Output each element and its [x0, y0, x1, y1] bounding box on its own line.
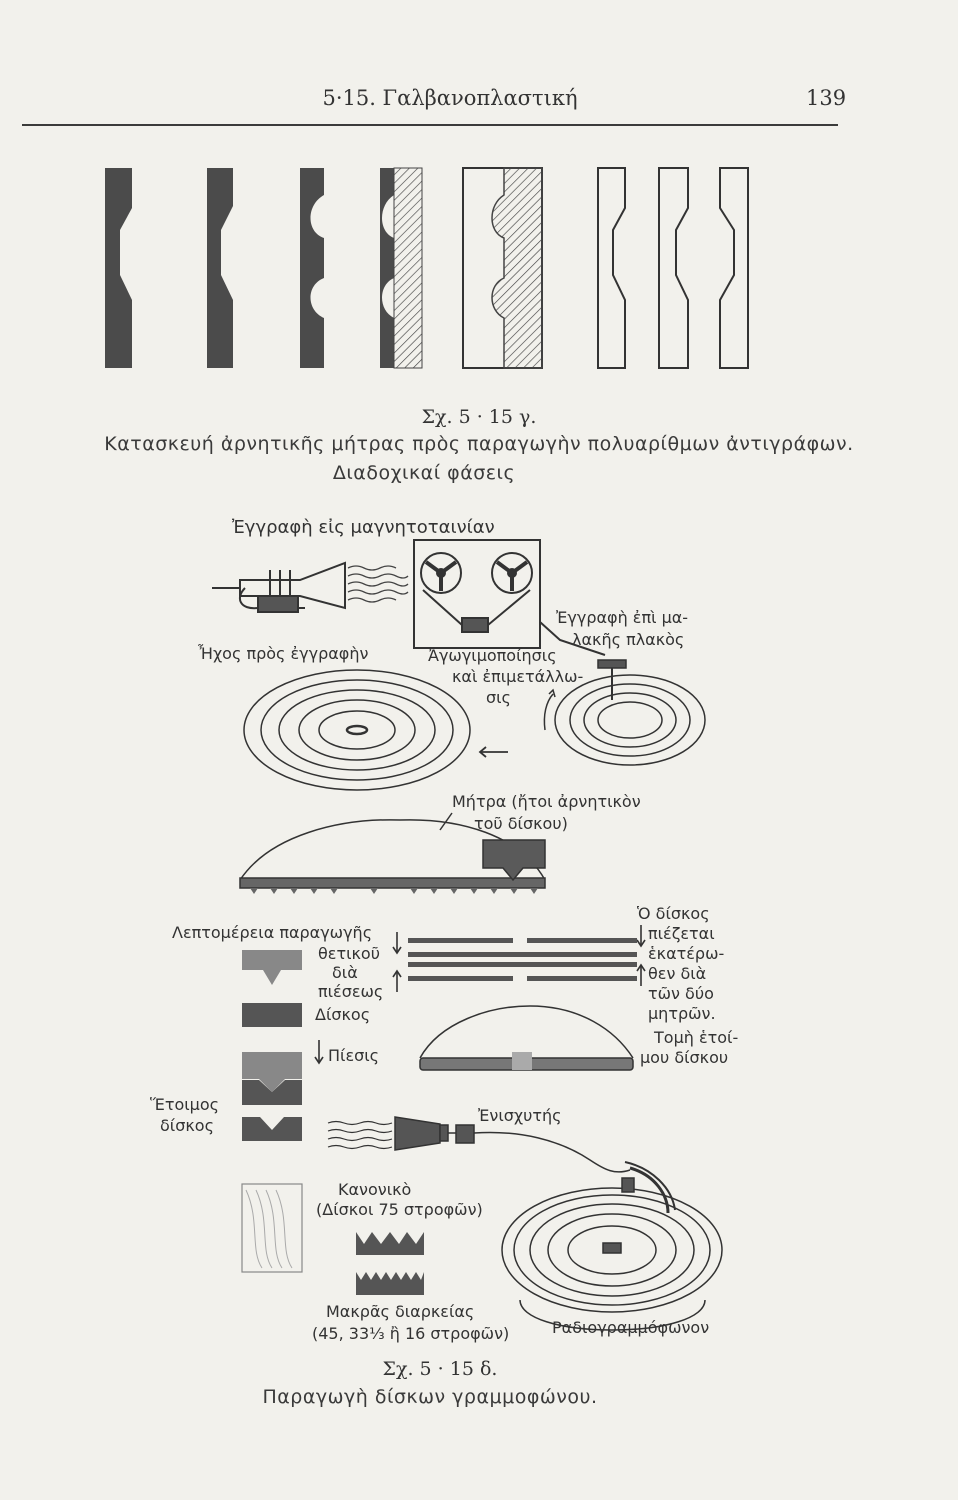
stage-2-bar [207, 168, 233, 368]
process-arrow [480, 747, 508, 757]
label-amplifier: Ἐνισχυτής [478, 1106, 562, 1125]
running-header: 5·15. Γαλβανοπλαστική [322, 86, 578, 110]
label-radiogram: Ραδιογραμμόφωνον [552, 1318, 710, 1337]
stage-6-mold [598, 168, 625, 368]
pressing-layers [408, 938, 637, 981]
label-pressed-1: Ὁ δίσκος [637, 904, 710, 923]
label-soft-plate-1: Ἐγγραφὴ ἐπὶ μα- [556, 608, 689, 627]
stage-3-bar [300, 168, 324, 368]
label-section-2: μου δίσκου [640, 1048, 729, 1067]
label-tape-recording: Ἐγγραφὴ εἰς μαγνητοταινίαν [232, 517, 495, 538]
label-pressure: Πίεσις [328, 1046, 380, 1065]
label-conductive-3: σις [486, 688, 511, 707]
stage-4-hatch [394, 168, 422, 368]
label-pressed-5: τῶν δύο [648, 984, 714, 1003]
stage-1-bar [105, 168, 132, 368]
press-detail-blocks [242, 950, 302, 1141]
label-matrix-2: τοῦ δίσκου) [474, 814, 568, 833]
label-positive-2: διὰ [332, 963, 358, 982]
label-ready-disc-1: Ἕτοιμος [150, 1095, 220, 1114]
figure-d-caption: Παραγωγὴ δίσκων γραμμοφώνου. [262, 1386, 598, 1408]
figure-c-caption-line1: Κατασκευή ἀρνητικῆς μήτρας πρὸς παραγωγὴν πολυαρίθμων ἀντιγράφων. [104, 433, 854, 455]
label-long-play-2: (45, 33⅓ ἢ 16 στροφῶν) [312, 1324, 510, 1343]
label-standard-1: Κανονικὸ [338, 1180, 412, 1199]
label-positive-1: θετικοῦ [318, 944, 380, 963]
label-pressed-6: μητρῶν. [648, 1004, 716, 1023]
stage-5-hatch [492, 168, 542, 368]
figure-c-caption-line2: Διαδοχικαί φάσεις [332, 462, 516, 484]
label-long-play-1: Μακρᾶς διαρκείας [326, 1302, 475, 1321]
ready-disc-section [420, 1006, 633, 1070]
label-conductive-2: καὶ ἐπιμετάλλω- [452, 667, 584, 686]
page-number: 139 [806, 86, 847, 110]
label-soft-plate-2: λακῆς πλακὸς [572, 630, 685, 649]
stage-8-mold [720, 168, 748, 368]
stage-7-mold [659, 168, 688, 368]
turntable-icon [502, 1162, 722, 1330]
label-standard-2: (Δίσκοι 75 στροφῶν) [316, 1200, 483, 1219]
stage-4-metal [380, 168, 394, 368]
sound-waves [348, 566, 408, 602]
label-ready-disc-2: δίσκος [160, 1116, 214, 1135]
figure-d-number: Σχ. 5 · 15 δ. [382, 1358, 498, 1380]
label-matrix-1: Μήτρα (ἤτοι ἀρνητικὸν [452, 792, 641, 811]
figure-c-number: Σχ. 5 · 15 γ. [421, 406, 537, 428]
trumpet-icon [212, 563, 345, 612]
label-positive-3: πιέσεως [318, 982, 384, 1001]
metallized-disc [244, 670, 470, 790]
label-detail-production: Λεπτομέρεια παραγωγῆς [172, 923, 373, 942]
label-pressed-4: θεν διὰ [648, 964, 707, 983]
label-conductive-1: Ἀγωγιμοποίησις [428, 646, 557, 665]
label-pressed-2: πιέζεται [648, 924, 715, 943]
figure-c-stages [105, 168, 748, 368]
label-sound-to-record: Ἦχος πρὸς ἐγγραφὴν [198, 644, 369, 663]
label-pressed-3: ἑκατέρω- [648, 944, 725, 963]
label-disc: Δίσκος [315, 1005, 371, 1024]
label-section-1: Τομὴ ἑτοί- [654, 1028, 739, 1047]
amplifier-chain [328, 1117, 630, 1172]
